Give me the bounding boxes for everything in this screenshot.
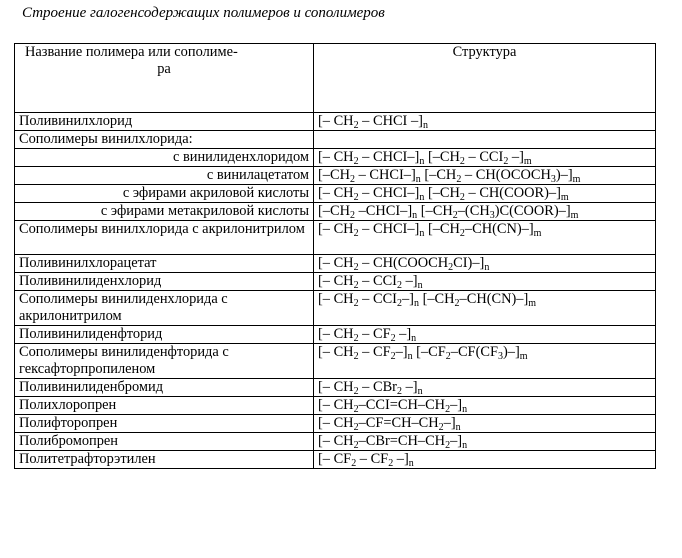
polymer-structure: [– $CH_2 - CF_2$ $-]_n$ bbox=[314, 326, 656, 344]
header-name-line1: Название полимера или сополиме- bbox=[25, 44, 238, 60]
polymer-structure: [– $CH_2-CCI=CH-CH_2-]_n$ bbox=[314, 397, 656, 415]
polymer-name: Полихлоропрен bbox=[15, 397, 314, 415]
polymer-structure: [– $CF_2 - CF_2$ $-]_n$ bbox=[314, 451, 656, 469]
polymer-name: Политетрафторэтилен bbox=[15, 451, 314, 469]
table-row bbox=[15, 185, 656, 203]
header-row bbox=[15, 44, 656, 113]
table-row bbox=[15, 149, 656, 167]
polymer-name: Поливинилхлорацетат bbox=[15, 255, 314, 273]
polymer-structure: [– $CH_2-CBr=CH-CH_2-]_n$ bbox=[314, 433, 656, 451]
polymer-name: с винилиденхлоридом bbox=[15, 149, 314, 167]
table-row bbox=[15, 273, 656, 291]
table-row bbox=[15, 203, 656, 221]
polymer-name: Сополимеры винилиденфторида с гексафторпропиленом bbox=[15, 344, 314, 379]
polymer-structure: [– $CH_2 - CCI_2$ $-]_n$ bbox=[314, 273, 656, 291]
polymer-structure: [$-CH_2$ – CHCI–]$_n$ [$-CH_2$ – $CH(OCOCH_3)-]_m$ bbox=[314, 167, 656, 185]
polymer-structure: [– $CH_2$ – CHCI–]$_n$ [$-CH_2 - CCI_2$ $-]_m$ bbox=[314, 149, 656, 167]
header-name bbox=[15, 44, 314, 113]
polymer-name: с эфирами метакриловой кислоты bbox=[15, 203, 314, 221]
header-name-line2: ра bbox=[157, 61, 171, 77]
polymer-structure: [– $CH_2$ – $CH(COOCH_2CI)-]_n$ bbox=[314, 255, 656, 273]
table-row bbox=[15, 415, 656, 433]
table-row bbox=[15, 451, 656, 469]
polymer-name: Поливинилиденфторид bbox=[15, 326, 314, 344]
polymer-structure: [– $CH_2$ – CHCI–]$_n$ [$-CH_2$ – $CH(COOR)-]_m$ bbox=[314, 185, 656, 203]
table-row bbox=[15, 221, 656, 255]
polymer-structure: [– $CH_2 - CF_2-]_n$ $[-CF_2-CF(CF_3)-]_m$ bbox=[314, 344, 656, 379]
polymer-name: Сополимеры винилхлорида с акрилонитрилом bbox=[15, 221, 314, 255]
table-row bbox=[15, 255, 656, 273]
polymer-structure: [– $CH_2 - CCI_2-]_n$ $[-CH_2-CH(CN)-]_m$ bbox=[314, 291, 656, 326]
header-structure: Структура bbox=[314, 44, 656, 113]
table-row bbox=[15, 291, 656, 326]
table-row bbox=[15, 167, 656, 185]
table-row bbox=[15, 131, 656, 149]
table-row bbox=[15, 379, 656, 397]
polymer-name: Поливинилиденхлорид bbox=[15, 273, 314, 291]
table-row bbox=[15, 344, 656, 379]
polymers-table bbox=[14, 43, 656, 469]
table-row bbox=[15, 433, 656, 451]
polymer-name: с винилацетатом bbox=[15, 167, 314, 185]
polymer-name: Полифторопрен bbox=[15, 415, 314, 433]
polymer-structure: [$-CH_2$ $-CHCI-]_n$ $[-CH_2-(CH_3)C(COOR)-]_m$ bbox=[314, 203, 656, 221]
polymer-structure: [– $CH_2$ – CHCI–]$_n$ $[-CH_2-CH(CN)-]_m$ bbox=[314, 221, 656, 255]
table-row bbox=[15, 113, 656, 131]
table-caption: Строение галогенсодержащих полимеров и сополимеров bbox=[22, 5, 385, 21]
polymer-structure: [– $CH_2-CF=CH-CH_2-]_n$ bbox=[314, 415, 656, 433]
polymer-structure: [– $CH_2$ – CHCI $-]_n$ bbox=[314, 113, 656, 131]
polymer-name: Сополимеры винилхлорида: bbox=[15, 131, 314, 149]
polymer-structure: [– $CH_2 - CBr_2$ $-]_n$ bbox=[314, 379, 656, 397]
polymer-name: Поливинилиденбромид bbox=[15, 379, 314, 397]
table-row bbox=[15, 397, 656, 415]
polymer-name: Сополимеры винилиденхлорида с акрилонитрилом bbox=[15, 291, 314, 326]
table-row bbox=[15, 326, 656, 344]
polymer-name: с эфирами акриловой кислоты bbox=[15, 185, 314, 203]
polymer-structure bbox=[314, 131, 656, 149]
polymer-name: Поливинилхлорид bbox=[15, 113, 314, 131]
polymer-name: Полибромопрен bbox=[15, 433, 314, 451]
